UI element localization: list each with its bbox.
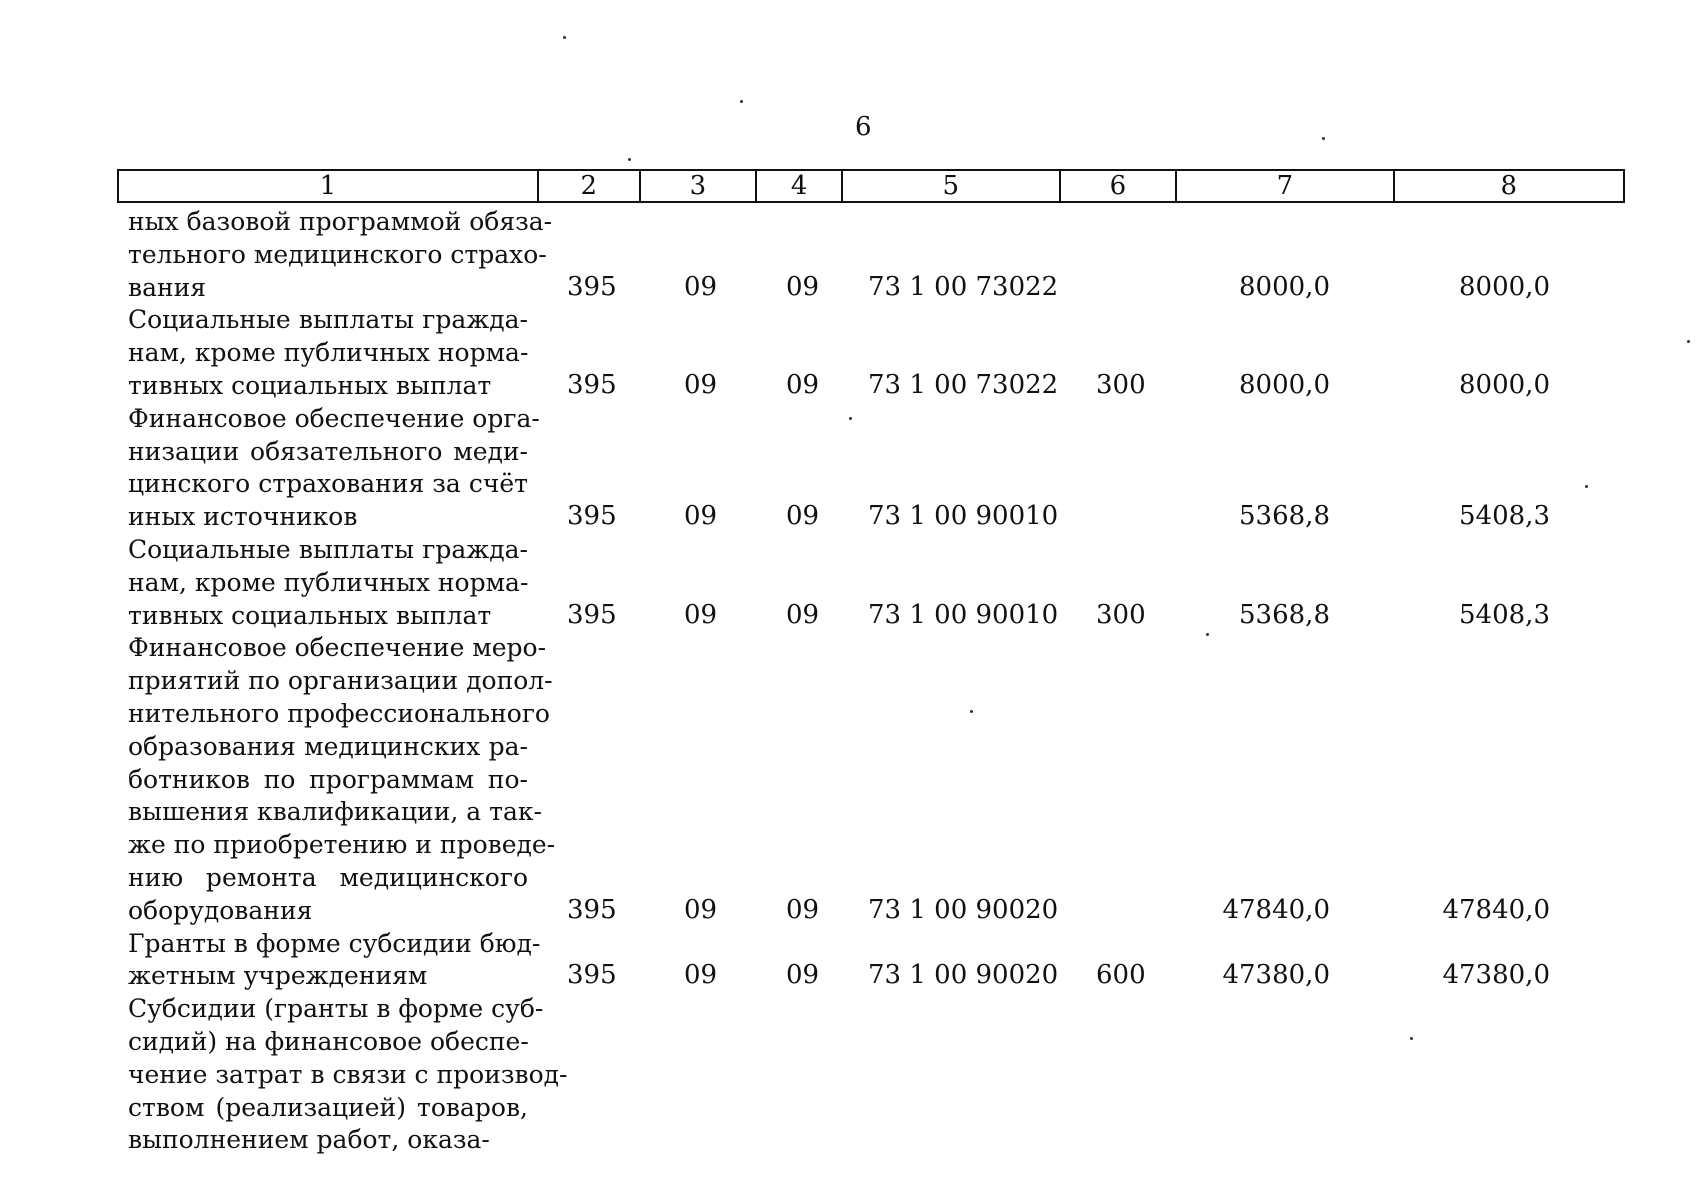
description-line: тельного медицинского страхо- xyxy=(128,239,547,269)
amount-col-8: 5408,3 xyxy=(1459,501,1550,532)
description-line: ботников по программам по- xyxy=(128,764,528,794)
subsection-code: 09 xyxy=(786,960,820,991)
subsection-code: 09 xyxy=(786,369,820,400)
expense-type-code: 300 xyxy=(1096,599,1146,630)
admin-code: 395 xyxy=(567,369,617,400)
description-line: оборудования xyxy=(128,895,313,925)
scan-speck xyxy=(849,417,852,420)
admin-code: 395 xyxy=(567,501,617,532)
description-line: Гранты в форме субсидии бюд- xyxy=(128,928,541,958)
row-description xyxy=(128,632,556,927)
section-code: 09 xyxy=(684,271,718,302)
description-line: нам, кроме публичных норма- xyxy=(128,338,529,368)
description-line: Социальные выплаты гражда- xyxy=(128,535,528,564)
description-line: Субсидии (гранты в форме суб- xyxy=(128,994,544,1024)
description-line: выполнением работ, оказа- xyxy=(128,1125,490,1155)
description-line: приятий по организации допол- xyxy=(128,666,553,696)
description-line: Финансовое обеспечение орга- xyxy=(128,403,540,433)
section-code: 09 xyxy=(684,960,718,991)
amount-col-8: 47380,0 xyxy=(1442,960,1550,991)
description-line: ных базовой программой обяза- xyxy=(128,207,553,236)
amount-col-7: 8000,0 xyxy=(1239,369,1330,400)
table-header xyxy=(117,169,1625,203)
amount-col-8: 8000,0 xyxy=(1459,271,1550,302)
scan-speck xyxy=(1585,485,1588,488)
description-line: вания xyxy=(128,272,207,302)
expense-type-code: 600 xyxy=(1096,960,1146,991)
row-description xyxy=(128,403,540,534)
amount-col-8: 47840,0 xyxy=(1442,894,1550,925)
description-line: ством (реализацией) товаров, xyxy=(128,1092,528,1122)
header-col-2: 2 xyxy=(539,171,641,201)
expense-type-code: 300 xyxy=(1096,369,1146,400)
header-col-1: 1 xyxy=(119,171,539,201)
header-col-4: 4 xyxy=(757,171,843,201)
description-line: нам, кроме публичных норма- xyxy=(128,567,529,597)
row-description xyxy=(128,993,568,1157)
header-col-5: 5 xyxy=(843,171,1060,201)
target-article-code: 73 1 00 73022 xyxy=(868,369,1059,400)
section-code: 09 xyxy=(684,599,718,630)
scan-speck xyxy=(1410,1037,1413,1040)
row-description xyxy=(128,928,541,994)
scan-speck xyxy=(563,36,566,39)
target-article-code: 73 1 00 90010 xyxy=(868,501,1059,532)
target-article-code: 73 1 00 73022 xyxy=(868,271,1059,302)
header-col-7: 7 xyxy=(1177,171,1394,201)
admin-code: 395 xyxy=(567,894,617,925)
target-article-code: 73 1 00 90010 xyxy=(868,599,1059,630)
subsection-code: 09 xyxy=(786,271,820,302)
section-code: 09 xyxy=(684,369,718,400)
description-line: нию ремонта медицинского xyxy=(128,862,528,892)
scan-speck xyxy=(970,710,973,713)
page-number: 6 xyxy=(855,112,872,142)
amount-col-7: 47380,0 xyxy=(1222,960,1330,991)
description-line: тивных социальных выплат xyxy=(128,600,492,630)
scan-speck xyxy=(1206,633,1209,636)
description-line: Социальные выплаты гражда- xyxy=(128,305,528,335)
subsection-code: 09 xyxy=(786,894,820,925)
amount-col-8: 5408,3 xyxy=(1459,599,1550,630)
description-line: Финансовое обеспечение меро- xyxy=(128,633,547,663)
scan-speck xyxy=(740,100,743,103)
scan-speck xyxy=(1687,340,1690,343)
amount-col-7: 47840,0 xyxy=(1222,894,1330,925)
target-article-code: 73 1 00 90020 xyxy=(868,960,1059,991)
row-description xyxy=(128,206,553,304)
description-line: тивных социальных выплат xyxy=(128,370,492,400)
header-col-3: 3 xyxy=(641,171,758,201)
subsection-code: 09 xyxy=(786,599,820,630)
scan-speck xyxy=(1322,137,1325,140)
description-line: цинского страхования за счёт xyxy=(128,469,528,499)
scan-speck xyxy=(628,158,631,161)
section-code: 09 xyxy=(684,501,718,532)
admin-code: 395 xyxy=(567,960,617,991)
amount-col-7: 8000,0 xyxy=(1239,271,1330,302)
admin-code: 395 xyxy=(567,271,617,302)
description-line: чение затрат в связи с производ- xyxy=(128,1059,568,1089)
description-line: сидий) на финансовое обеспе- xyxy=(128,1026,529,1056)
description-line: же по приобретению и проведе- xyxy=(128,830,556,860)
target-article-code: 73 1 00 90020 xyxy=(868,894,1059,925)
description-line: иных источников xyxy=(128,502,358,532)
header-col-8: 8 xyxy=(1500,171,1518,201)
amount-col-8: 8000,0 xyxy=(1459,369,1550,400)
section-code: 09 xyxy=(684,894,718,925)
description-line: жетным учреждениям xyxy=(128,961,428,991)
description-line: вышения квалификации, а так- xyxy=(128,797,542,827)
amount-col-7: 5368,8 xyxy=(1239,501,1330,532)
description-line: нительного профессионального xyxy=(128,698,550,728)
row-description xyxy=(128,304,528,402)
header-col-6: 6 xyxy=(1061,171,1178,201)
admin-code: 395 xyxy=(567,599,617,630)
subsection-code: 09 xyxy=(786,501,820,532)
description-line: низации обязательного меди- xyxy=(128,436,528,466)
amount-col-7: 5368,8 xyxy=(1239,599,1330,630)
description-line: образования медицинских ра- xyxy=(128,731,528,761)
row-description xyxy=(128,534,528,632)
